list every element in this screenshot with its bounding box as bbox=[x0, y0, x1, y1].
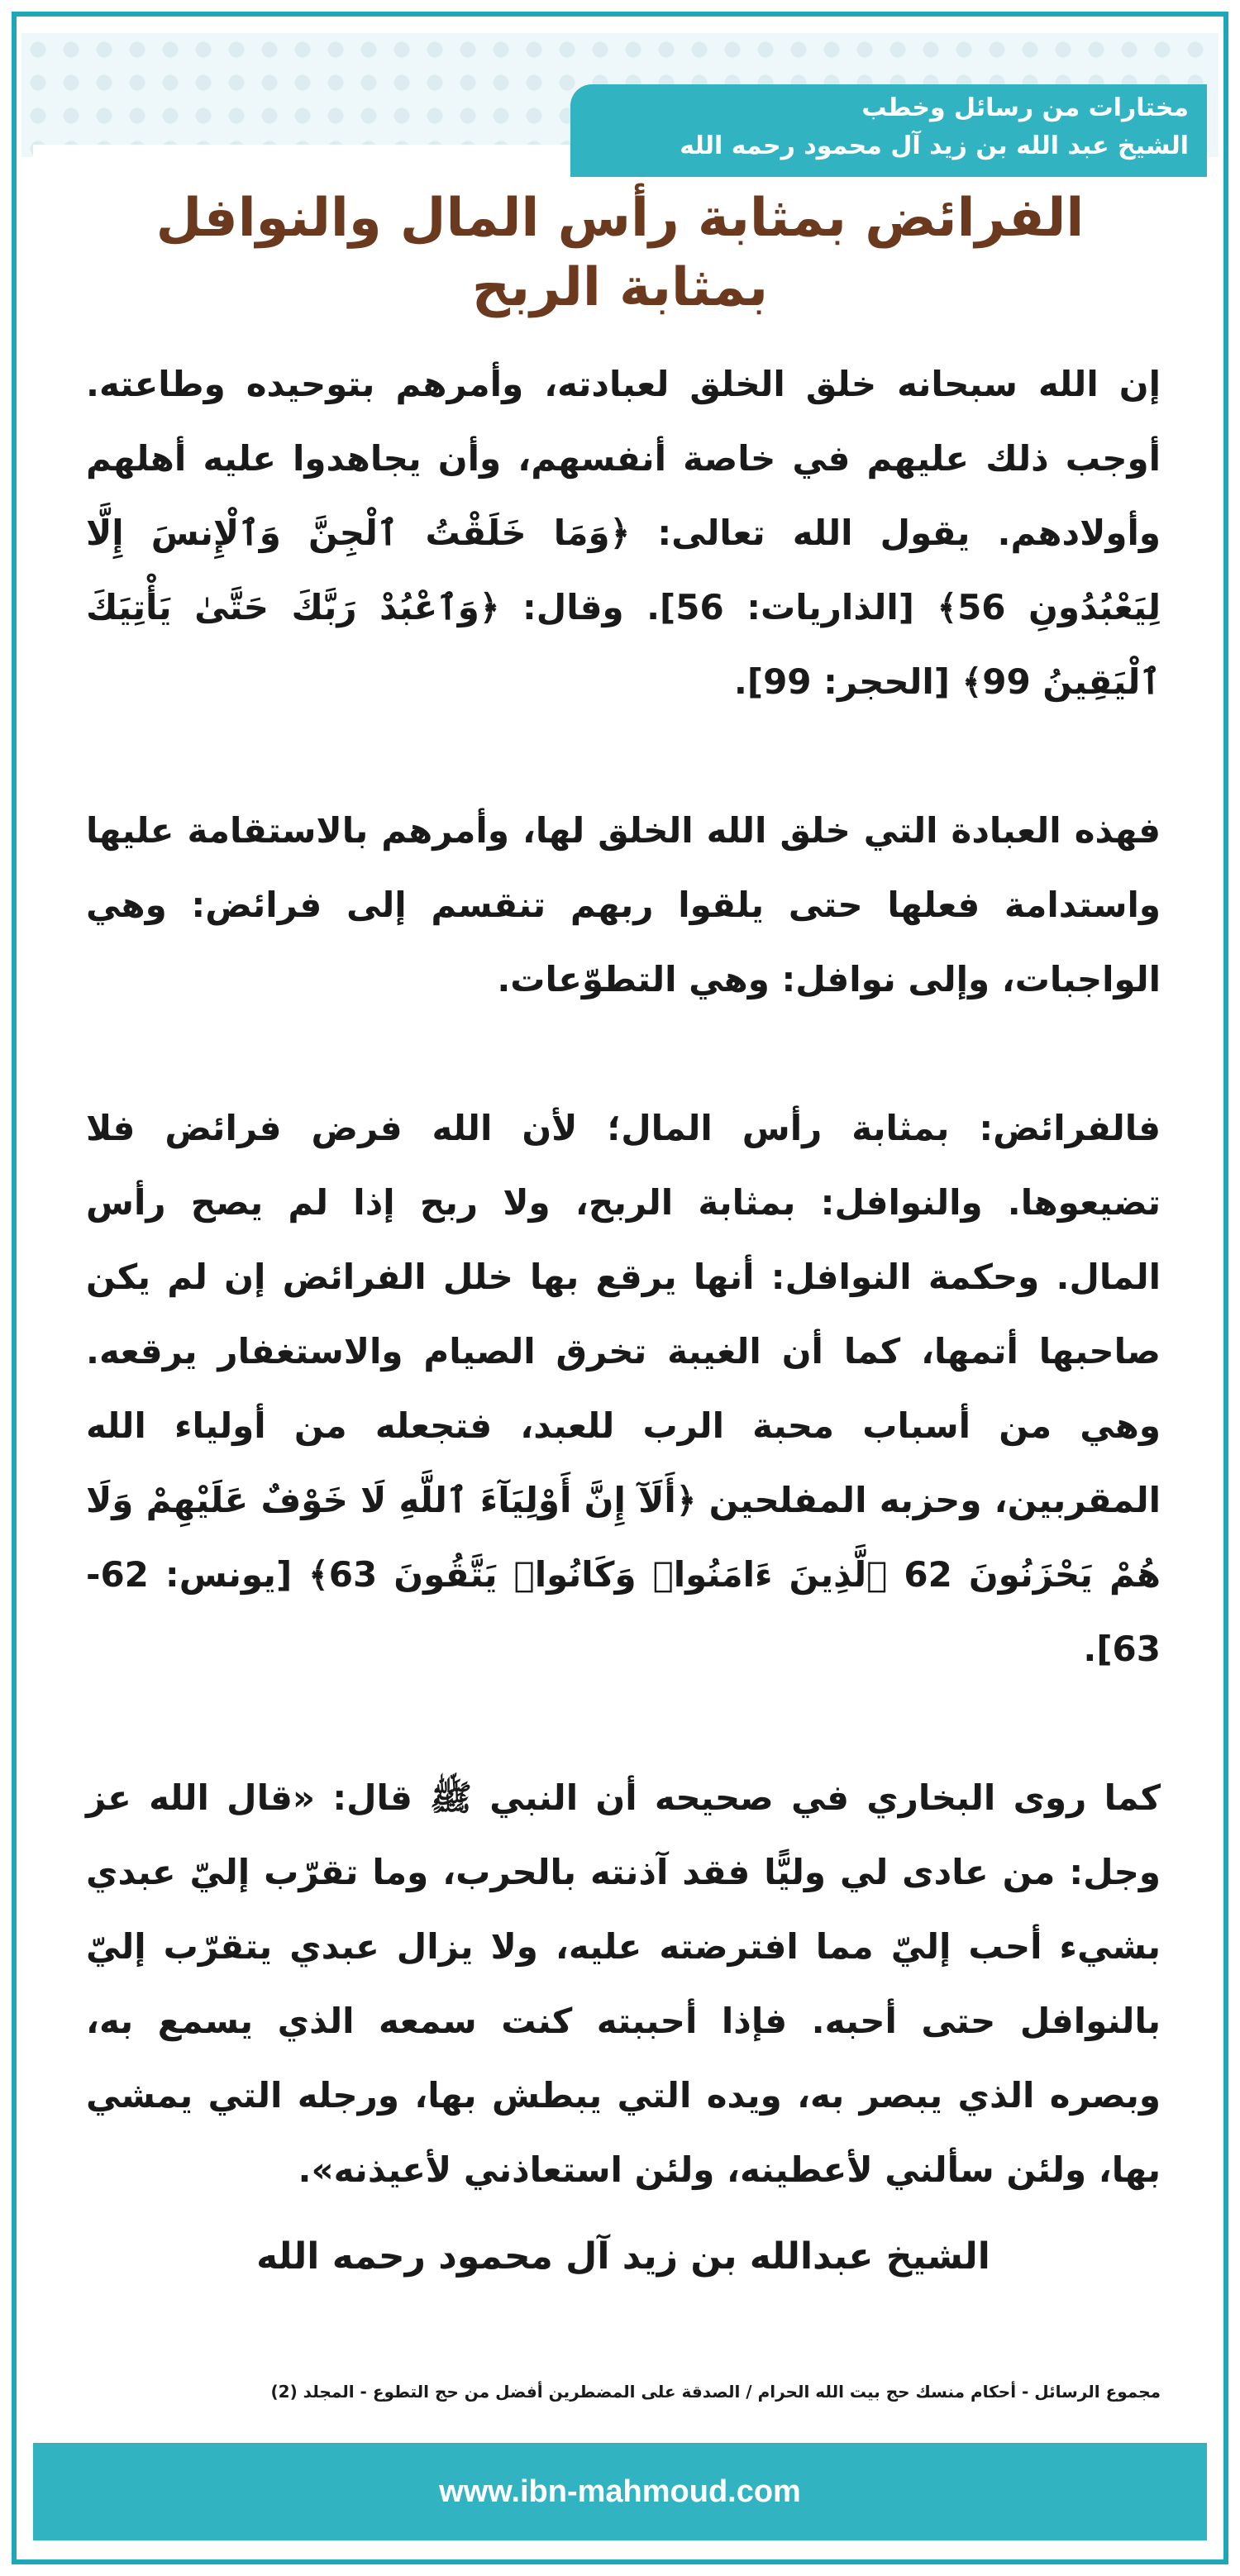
paragraph: فهذه العبادة التي خلق الله الخلق لها، وأمرهم بالاستقامة عليها واستدامة فعلها حتى يلقوا ربهم تنقسم إلى فرائض: وهي الواجبات، وإلى نوافل: وهي التطوّعات. bbox=[86, 810, 1161, 999]
author-signature: الشيخ عبدالله بن زيد آل محمود رحمه الله bbox=[256, 2235, 990, 2278]
series-title: مختارات من رسائل وخطب bbox=[861, 93, 1189, 122]
paragraph: فالفرائض: بمثابة رأس المال؛ لأن الله فرض فرائض فلا تضيعوها. والنوافل: بمثابة الربح، ولا ربح إذا لم يصح رأس المال. وحكمة النوافل: أنها يرقع بها خلل الفرائض إن لم يكن صاحبها أتمها، كما أن الغيبة تخرق الصيام والاستغفار يرقعه. وهي من أسباب محبة الرب للعبد، فتجعله من أولياء الله المقربين، وحزبه المفلحين ﴿أَلَآ إِنَّ أَوْلِيَآءَ ٱللَّهِ لَا خَوْفٌ عَلَيْهِمْ وَلَا هُمْ يَحْزَنُونَ 62 ٱلَّذِينَ ءَامَنُوا۟ وَكَانُوا۟ يَتَّقُونَ 63﴾ [يونس: 62-63]. bbox=[86, 1108, 1161, 1669]
article-title: الفرائض بمثابة رأس المال والنوافل بمثابة الربح bbox=[155, 188, 1085, 318]
paragraph: إن الله سبحانه خلق الخلق لعبادته، وأمرهم بتوحيده وطاعته. أوجب ذلك عليهم في خاصة أنفسهم، وأن يجاهدوا عليه أهلهم وأولادهم. يقول الله تعالى: ﴿وَمَا خَلَقْتُ ٱلْجِنَّ وَٱلْإِنسَ إِلَّا لِيَعْبُدُونِ 56﴾ [الذاريات: 56]. وقال: ﴿وَٱعْبُدْ رَبَّكَ حَتَّىٰ يَأْتِيَكَ ٱلْيَقِينُ 99﴾ [الحجر: 99]. bbox=[86, 364, 1161, 702]
article-body bbox=[86, 347, 1161, 2207]
footer-bar bbox=[33, 2443, 1207, 2540]
website-link[interactable]: www.ibn-mahmoud.com bbox=[439, 2473, 801, 2509]
paragraph: كما روى البخاري في صحيحه أن النبي ﷺ قال: «قال الله عز وجل: من عادى لي وليًّا فقد آذنته بالحرب، وما تقرّب إليّ عبدي بشيء أحب إليّ مما افترضته عليه، ولا يزال عبدي يتقرّب إليّ بالنوافل حتى أحبه. فإذا أحببته كنت سمعه الذي يسمع به، وبصره الذي يبصر به، ويده التي يبطش بها، ورجله التي يمشي بها، ولئن سألني لأعطينه، ولئن استعاذني لأعيذنه». bbox=[86, 1777, 1161, 2190]
series-header bbox=[570, 84, 1207, 177]
source-reference: مجموع الرسائل - أحكام منسك حج بيت الله الحرام / الصدقة على المضطرين أفضل من حج التطوع - المجلد (2) bbox=[270, 2382, 1161, 2402]
series-author: الشيخ عبد الله بن زيد آل محمود رحمه الله bbox=[680, 131, 1189, 160]
